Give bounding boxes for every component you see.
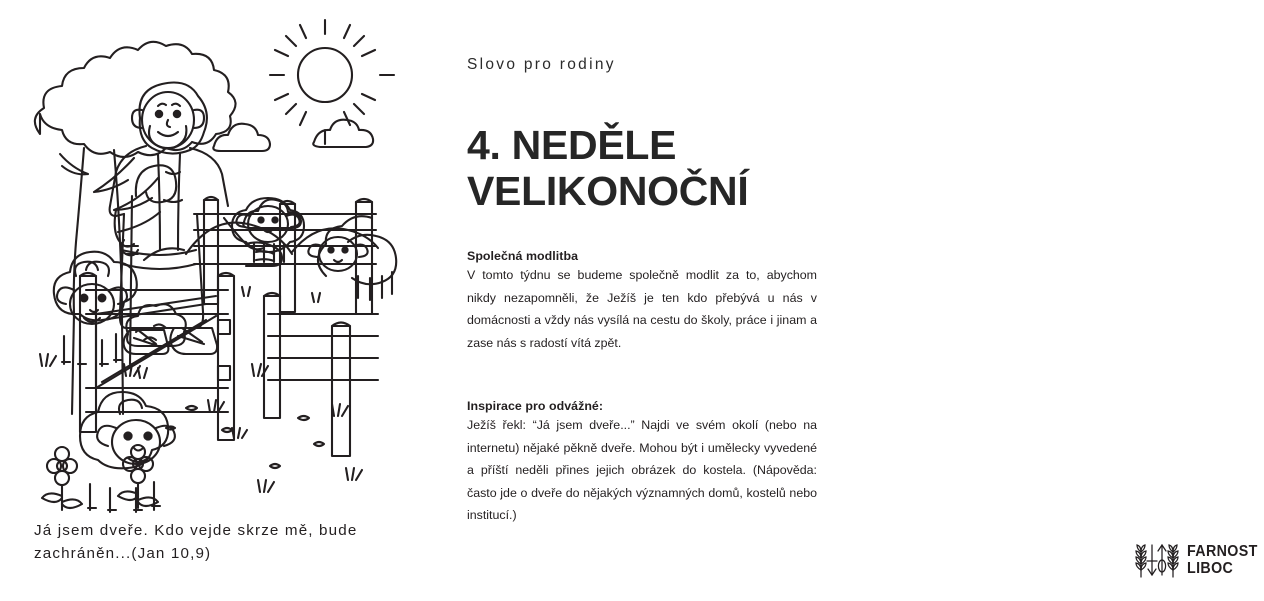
ground-pebbles [166, 406, 324, 468]
farnost-liboc-logo [1134, 539, 1264, 581]
logo-line-1: FARNOST [1187, 542, 1258, 560]
cloud-left [213, 124, 270, 151]
section-prayer-heading: Společná modlitba [467, 249, 579, 263]
section-prayer-body: V tomto týdnu se budeme společně modlit za to, abychom nikdy nezapomněli, že Ježíš je ten kdo přebývá u nás v domácnosti a vždy nás vysílá na cestu do školy, práce i jinam a zase nás s radostí vítá zpět. [467, 268, 817, 350]
page-title-line-2: VELIKONOČNÍ [467, 168, 749, 215]
cloud-top-right [313, 120, 373, 147]
kicker-label: Slovo pro rodiny [467, 56, 616, 73]
good-shepherd-illustration [18, 14, 378, 514]
section-inspiration-heading: Inspirace pro odvážné: [467, 399, 604, 413]
section-inspiration-body: Ježíš řekl: “Já jsem dveře...” Najdi ve svém okolí (nebo na internetu) nějaké pěkně dveře. Mohou být i umělecky vyvedené a příští neděli přines jejich obrázek do kostela. (Nápověda: často jde o dveře do nějakých významných domů, kostelů nebo institucí.) [467, 418, 817, 523]
illustration-caption: Já jsem dveře. Kdo vejde skrze mě, bude zachráněn...(Jan 10,9) [34, 522, 358, 563]
flower-right [118, 445, 158, 508]
content-panel [424, 0, 1258, 601]
wheat-and-arrows-icon [1134, 539, 1180, 581]
fence-right [264, 293, 378, 456]
page-title-line-1: 4. NEDĚLE [467, 122, 677, 169]
jesus-figure [110, 83, 282, 365]
section-inspiration [467, 399, 817, 527]
sheep-foreground-bottom [80, 392, 175, 512]
logo-line-2: LIBOC [1187, 560, 1234, 577]
page-title [467, 123, 837, 215]
ground-line [18, 375, 98, 380]
logo-wordmark [1187, 544, 1264, 577]
grass-tufts [40, 287, 362, 492]
illustration-panel [0, 0, 424, 601]
section-prayer [467, 249, 817, 354]
sheep-behind-right [308, 216, 396, 300]
flower-left [42, 447, 82, 510]
